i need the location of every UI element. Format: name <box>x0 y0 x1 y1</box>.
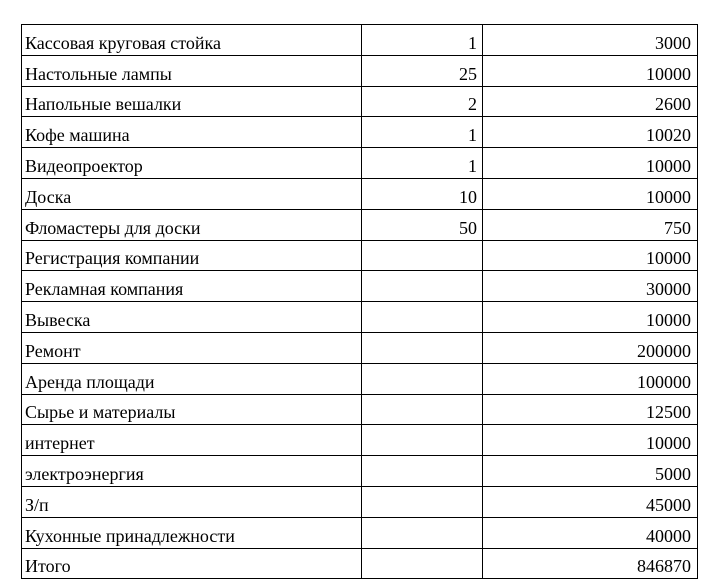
table-row <box>22 271 698 302</box>
total-row <box>22 548 698 579</box>
table-row <box>22 456 698 487</box>
table-row <box>22 148 698 179</box>
cost-cell: 10020 <box>483 117 698 148</box>
table-row <box>22 25 698 56</box>
quantity-cell: 50 <box>362 209 483 240</box>
table-row <box>22 240 698 271</box>
quantity-cell: 1 <box>362 117 483 148</box>
item-name-cell: Напольные вешалки <box>22 86 362 117</box>
table-row <box>22 363 698 394</box>
item-name-cell: Сырье и материалы <box>22 394 362 425</box>
item-name-cell: Настольные лампы <box>22 55 362 86</box>
quantity-cell <box>362 271 483 302</box>
cost-cell: 10000 <box>483 178 698 209</box>
cost-cell: 5000 <box>483 456 698 487</box>
quantity-cell: 2 <box>362 86 483 117</box>
quantity-cell: 1 <box>362 25 483 56</box>
quantity-cell <box>362 425 483 456</box>
quantity-cell <box>362 302 483 333</box>
cost-cell: 10000 <box>483 55 698 86</box>
cost-cell: 10000 <box>483 148 698 179</box>
table-row <box>22 209 698 240</box>
item-name-cell: интернет <box>22 425 362 456</box>
item-name-cell: Кассовая круговая стойка <box>22 25 362 56</box>
cost-cell: 100000 <box>483 363 698 394</box>
item-name-cell: электроэнергия <box>22 456 362 487</box>
cost-cell: 10000 <box>483 240 698 271</box>
cost-cell: 45000 <box>483 486 698 517</box>
cost-cell: 10000 <box>483 425 698 456</box>
table-row <box>22 86 698 117</box>
cost-cell: 3000 <box>483 25 698 56</box>
table-row <box>22 302 698 333</box>
cost-cell: 30000 <box>483 271 698 302</box>
quantity-cell: 1 <box>362 148 483 179</box>
cost-cell: 846870 <box>483 548 698 579</box>
table-row <box>22 394 698 425</box>
quantity-cell <box>362 240 483 271</box>
item-name-cell: З/п <box>22 486 362 517</box>
cost-cell: 200000 <box>483 332 698 363</box>
item-name-cell: Рекламная компания <box>22 271 362 302</box>
table-row <box>22 425 698 456</box>
quantity-cell <box>362 363 483 394</box>
item-name-cell: Фломастеры для доски <box>22 209 362 240</box>
expense-table-body <box>22 25 698 579</box>
quantity-cell <box>362 394 483 425</box>
cost-cell: 40000 <box>483 517 698 548</box>
item-name-cell: Ремонт <box>22 332 362 363</box>
table-row <box>22 486 698 517</box>
item-name-cell: Регистрация компании <box>22 240 362 271</box>
cost-cell: 2600 <box>483 86 698 117</box>
item-name-cell: Итого <box>22 548 362 579</box>
quantity-cell <box>362 456 483 487</box>
quantity-cell: 10 <box>362 178 483 209</box>
table-row <box>22 117 698 148</box>
table-row <box>22 332 698 363</box>
quantity-cell: 25 <box>362 55 483 86</box>
quantity-cell <box>362 332 483 363</box>
item-name-cell: Аренда площади <box>22 363 362 394</box>
item-name-cell: Кухонные принадлежности <box>22 517 362 548</box>
item-name-cell: Доска <box>22 178 362 209</box>
quantity-cell <box>362 486 483 517</box>
cost-cell: 10000 <box>483 302 698 333</box>
cost-cell: 750 <box>483 209 698 240</box>
expense-table <box>21 24 698 579</box>
item-name-cell: Кофе машина <box>22 117 362 148</box>
table-row <box>22 55 698 86</box>
item-name-cell: Вывеска <box>22 302 362 333</box>
table-row <box>22 517 698 548</box>
item-name-cell: Видеопроектор <box>22 148 362 179</box>
quantity-cell <box>362 517 483 548</box>
cost-cell: 12500 <box>483 394 698 425</box>
quantity-cell <box>362 548 483 579</box>
table-row <box>22 178 698 209</box>
